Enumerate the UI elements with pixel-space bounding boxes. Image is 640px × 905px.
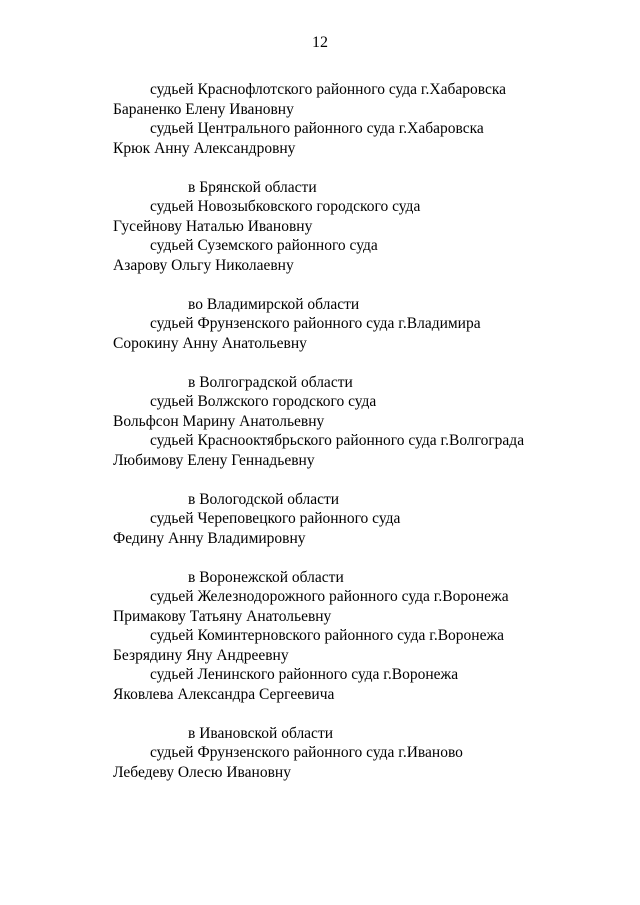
region-heading: в Брянской области <box>188 178 317 196</box>
court-position-line: судьей Волжского городского суда <box>150 393 377 410</box>
judge-name-line: Сорокину Анну Анатольевну <box>113 334 307 352</box>
judge-name-line: Крюк Анну Александровну <box>113 139 296 157</box>
paragraph-spacer <box>113 704 613 724</box>
court-position-line: судьей Краснооктябрьского районного суда г.Волгограда <box>150 432 525 449</box>
court-position-line: судьей Краснофлотского районного суда г.Хабаровска <box>150 81 507 98</box>
court-position-line: судьей Фрунзенского районного суда г.Иваново <box>150 744 463 761</box>
judge-name-line: Яковлева Александра Сергеевича <box>113 685 335 703</box>
judge-name-line: Любимову Елену Геннадьевну <box>113 451 315 469</box>
judge-name-line: Безрядину Яну Андреевну <box>113 646 289 664</box>
region-heading: в Ивановской области <box>188 724 334 742</box>
paragraph-spacer <box>113 470 613 490</box>
judge-name-line: Примакову Татьяну Анатольевну <box>113 607 332 625</box>
paragraph-spacer <box>113 158 613 178</box>
judge-name-line: Лебедеву Олесю Ивановну <box>113 763 291 781</box>
court-position-line: судьей Фрунзенского районного суда г.Владимира <box>150 315 481 332</box>
court-position-line: судьей Череповецкого районного суда <box>150 510 401 527</box>
appointment-list <box>113 80 613 782</box>
region-heading: в Волгоградской области <box>188 373 353 391</box>
court-position-line: судьей Коминтерновского районного суда г.Воронежа <box>150 627 505 644</box>
region-heading: во Владимирской области <box>188 295 360 313</box>
court-position-line: судьей Железнодорожного районного суда г.Воронежа <box>150 588 509 605</box>
court-position-line: судьей Суземского районного суда <box>150 237 378 254</box>
court-position-line: судьей Центрального районного суда г.Хабаровска <box>150 120 484 137</box>
paragraph-spacer <box>113 548 613 568</box>
court-position-line: судьей Новозыбковского городского суда <box>150 198 421 215</box>
judge-name-line: Азарову Ольгу Николаевну <box>113 256 294 274</box>
paragraph-spacer <box>113 353 613 373</box>
region-heading: в Вологодской области <box>188 490 340 508</box>
judge-name-line: Бараненко Елену Ивановну <box>113 100 294 118</box>
judge-name-line: Вольфсон Марину Анатольевну <box>113 412 325 430</box>
judge-name-line: Федину Анну Владимировну <box>113 529 306 547</box>
page-number: 12 <box>312 34 328 51</box>
region-heading: в Воронежской области <box>188 568 344 586</box>
judge-name-line: Гусейнову Наталью Ивановну <box>113 217 313 235</box>
paragraph-spacer <box>113 275 613 295</box>
court-position-line: судьей Ленинского районного суда г.Воронежа <box>150 666 459 683</box>
